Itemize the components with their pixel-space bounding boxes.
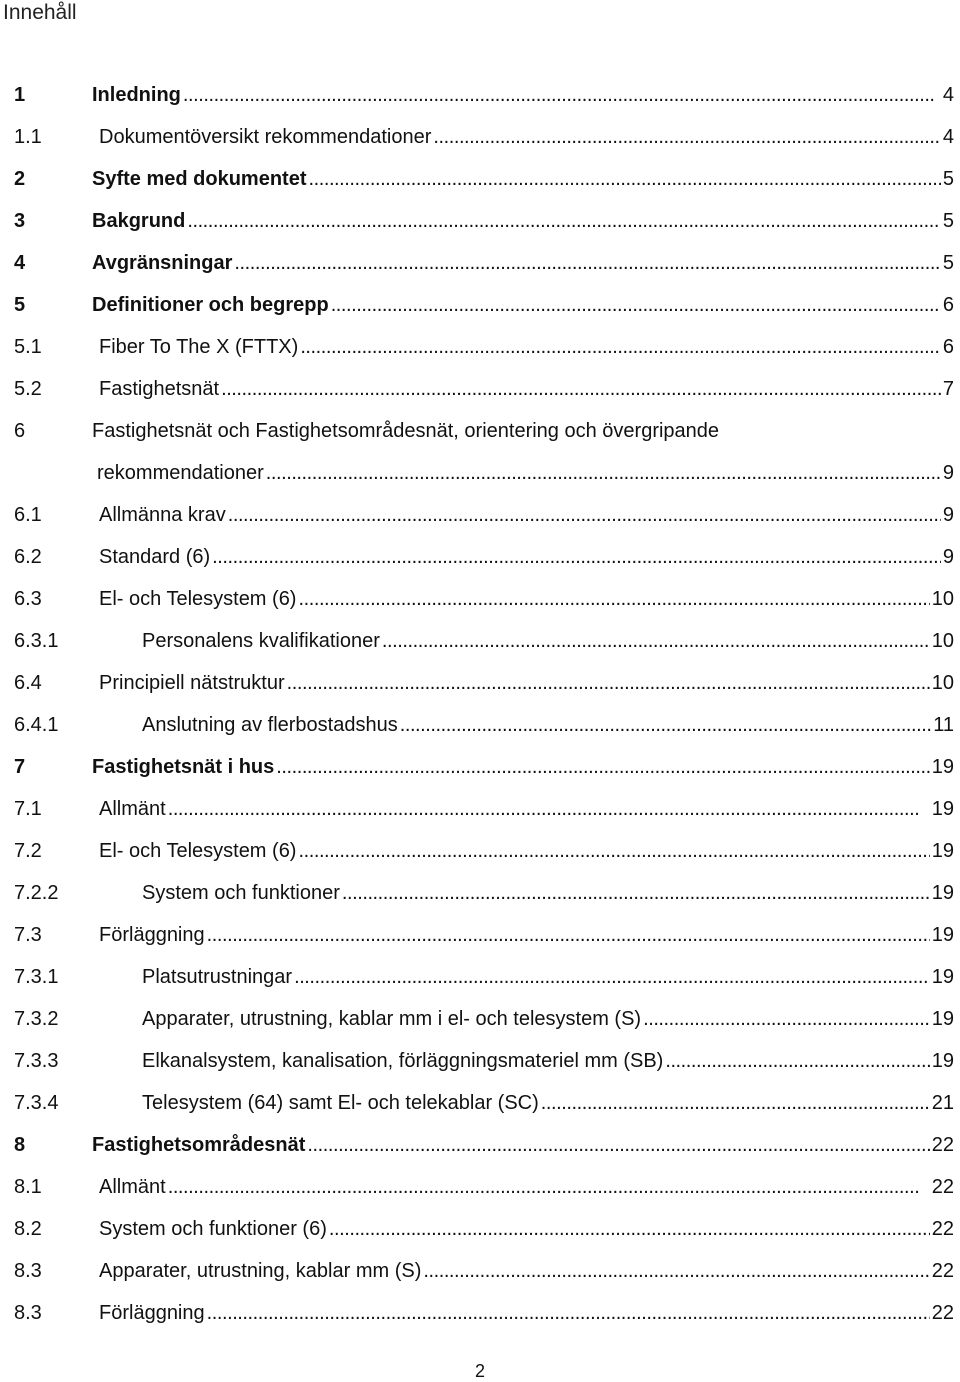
toc-entry-number: 1 bbox=[14, 84, 26, 106]
dot-leader bbox=[665, 1046, 929, 1076]
toc-entry-number: 5 bbox=[14, 294, 26, 316]
toc-entry-title: Fastighetsområdesnät bbox=[92, 1134, 306, 1156]
toc-entry-number: 6.4 bbox=[14, 672, 42, 694]
toc-entry-number: 2 bbox=[14, 168, 26, 190]
toc-entry-number: 7.2 bbox=[14, 840, 42, 862]
toc-entry-number: 7.3.1 bbox=[14, 966, 59, 988]
toc-entry-title-continued: rekommendationer bbox=[97, 462, 264, 484]
toc-entry-page: 19 bbox=[931, 798, 954, 820]
toc-entry-title: Allmänt bbox=[99, 798, 166, 820]
dot-leader bbox=[234, 248, 940, 278]
dot-leader bbox=[298, 836, 929, 866]
dot-leader bbox=[400, 710, 932, 740]
toc-entry-page: 10 bbox=[931, 588, 954, 610]
toc-entry-number: 8.3 bbox=[14, 1302, 42, 1324]
toc-entry-title: Personalens kvalifikationer bbox=[142, 630, 380, 652]
toc-entry[interactable] bbox=[14, 836, 954, 866]
toc-entry[interactable] bbox=[14, 668, 954, 698]
toc-entry-page: 19 bbox=[931, 840, 954, 862]
toc-entry-title: Syfte med dokumentet bbox=[92, 168, 307, 190]
dot-leader bbox=[329, 1214, 930, 1244]
toc-entry-page: 19 bbox=[931, 966, 954, 988]
toc-entry-page: 9 bbox=[942, 504, 954, 526]
toc-entry[interactable] bbox=[14, 542, 954, 572]
toc-entry-title: Standard (6) bbox=[99, 546, 211, 568]
toc-entry[interactable] bbox=[14, 1214, 954, 1244]
dot-leader bbox=[168, 794, 930, 824]
toc-entry-number: 1.1 bbox=[14, 126, 42, 148]
toc-entry-page: 10 bbox=[931, 630, 954, 652]
toc-entry-title: Allmänna krav bbox=[99, 504, 226, 526]
toc-entry-title: Platsutrustningar bbox=[142, 966, 293, 988]
dot-leader bbox=[168, 1172, 930, 1202]
toc-entry-number: 8.1 bbox=[14, 1176, 42, 1198]
dot-leader bbox=[342, 878, 930, 908]
toc-entry[interactable] bbox=[14, 878, 954, 908]
toc-entry-number: 6.4.1 bbox=[14, 714, 59, 736]
toc-entry-page: 22 bbox=[931, 1176, 954, 1198]
dot-leader bbox=[276, 752, 930, 782]
toc-entry-number: 8.2 bbox=[14, 1218, 42, 1240]
toc-entry-page: 6 bbox=[942, 294, 954, 316]
toc-entry[interactable] bbox=[14, 1256, 954, 1286]
toc-entry[interactable] bbox=[14, 752, 954, 782]
toc-entry-page: 11 bbox=[933, 714, 954, 736]
toc-heading: Innehåll bbox=[3, 1, 77, 24]
toc-entry[interactable] bbox=[14, 80, 954, 110]
toc-entry-continuation[interactable] bbox=[97, 458, 954, 488]
toc-entry[interactable] bbox=[14, 1046, 954, 1076]
toc-entry[interactable] bbox=[14, 1088, 954, 1118]
dot-leader bbox=[423, 1256, 929, 1286]
toc-entry-page: 6 bbox=[942, 336, 954, 358]
dot-leader bbox=[221, 374, 941, 404]
toc-entry-number: 5.1 bbox=[14, 336, 42, 358]
dot-leader bbox=[207, 920, 930, 950]
toc-entry-title: Bakgrund bbox=[92, 210, 186, 232]
page-number: 2 bbox=[474, 1361, 485, 1381]
toc-entry-page: 9 bbox=[942, 546, 954, 568]
toc-entry-number: 4 bbox=[14, 252, 26, 274]
toc-entry-title: Apparater, utrustning, kablar mm i el- och telesystem (S) bbox=[142, 1008, 642, 1030]
dot-leader bbox=[266, 458, 941, 488]
toc-entry-title: Förläggning bbox=[99, 1302, 205, 1324]
toc-entry-page: 9 bbox=[942, 462, 954, 484]
toc-entry-number: 7.3.2 bbox=[14, 1008, 59, 1030]
toc-entry-title: Elkanalsystem, kanalisation, förläggningsmateriel mm (SB) bbox=[142, 1050, 664, 1072]
toc-entry[interactable] bbox=[14, 374, 954, 404]
toc-entry-number: 3 bbox=[14, 210, 26, 232]
toc-entry-title: Fastighetsnät bbox=[99, 378, 220, 400]
toc-entry-page: 19 bbox=[931, 924, 954, 946]
toc-entry-title: Definitioner och begrepp bbox=[92, 294, 329, 316]
toc-entry-page: 4 bbox=[942, 84, 954, 106]
toc-entry[interactable] bbox=[14, 122, 954, 152]
toc-entry-page: 19 bbox=[931, 1008, 954, 1030]
dot-leader bbox=[287, 668, 930, 698]
toc-entry-page: 19 bbox=[931, 756, 954, 778]
toc-entry-page: 5 bbox=[942, 168, 954, 190]
toc-entry-number: 6.1 bbox=[14, 504, 42, 526]
toc-entry-page: 22 bbox=[931, 1218, 954, 1240]
toc-entry-page: 22 bbox=[931, 1134, 954, 1156]
toc-entry[interactable] bbox=[14, 290, 954, 320]
toc-entry-number: 5.2 bbox=[14, 378, 42, 400]
dot-leader bbox=[183, 80, 941, 110]
toc-entry-title: Förläggning bbox=[99, 924, 205, 946]
toc-entry-page: 5 bbox=[942, 252, 954, 274]
dot-leader bbox=[308, 164, 940, 194]
dot-leader bbox=[382, 626, 930, 656]
dot-leader bbox=[298, 584, 929, 614]
toc-entry-title: Fiber To The X (FTTX) bbox=[99, 336, 299, 358]
toc-entry-page: 19 bbox=[931, 882, 954, 904]
toc-entry-title: System och funktioner (6) bbox=[99, 1218, 327, 1240]
dot-leader bbox=[187, 206, 941, 236]
toc-entry-title: El- och Telesystem (6) bbox=[99, 840, 297, 862]
dot-leader bbox=[433, 122, 941, 152]
dot-leader bbox=[228, 500, 941, 530]
dot-leader bbox=[331, 290, 941, 320]
toc-entry-number: 8 bbox=[14, 1134, 26, 1156]
dot-leader bbox=[300, 332, 941, 362]
toc-entry-number: 7 bbox=[14, 756, 26, 778]
toc-entry-page: 22 bbox=[931, 1302, 954, 1324]
toc-entry[interactable] bbox=[14, 1172, 954, 1202]
toc-entry[interactable] bbox=[14, 248, 954, 278]
toc-entry-title: Inledning bbox=[92, 84, 181, 106]
toc-entry[interactable] bbox=[14, 164, 954, 194]
toc-entry[interactable] bbox=[14, 500, 954, 530]
toc-entry[interactable] bbox=[14, 710, 954, 740]
toc-entry-title: Avgränsningar bbox=[92, 252, 233, 274]
toc-entry[interactable] bbox=[14, 962, 954, 992]
toc-entry[interactable] bbox=[14, 584, 954, 614]
toc-entry-page: 19 bbox=[931, 1050, 954, 1072]
dot-leader bbox=[307, 1130, 929, 1160]
toc-entry-title: Fastighetsnät i hus bbox=[92, 756, 275, 778]
toc-entry-title: Apparater, utrustning, kablar mm (S) bbox=[99, 1260, 422, 1282]
toc-entry-title: Anslutning av flerbostadshus bbox=[142, 714, 398, 736]
toc-entry-number: 6 bbox=[14, 420, 26, 442]
toc-entry-title: Principiell nätstruktur bbox=[99, 672, 285, 694]
toc-entry-title: Dokumentöversikt rekommendationer bbox=[99, 126, 432, 148]
toc-entry-page: 4 bbox=[942, 126, 954, 148]
toc-entry-number: 7.2.2 bbox=[14, 882, 59, 904]
toc-entry[interactable] bbox=[14, 206, 954, 236]
toc-entry[interactable] bbox=[14, 1130, 954, 1160]
toc-entry-page: 21 bbox=[931, 1092, 954, 1114]
toc-entry[interactable] bbox=[14, 626, 954, 656]
toc-entry-number: 7.1 bbox=[14, 798, 42, 820]
toc-entry-title: Allmänt bbox=[99, 1176, 166, 1198]
toc-entry-page: 22 bbox=[931, 1260, 954, 1282]
toc-entry-number: 7.3.4 bbox=[14, 1092, 59, 1114]
toc-entry-number: 6.3.1 bbox=[14, 630, 59, 652]
toc-entry-page: 10 bbox=[931, 672, 954, 694]
toc-entry-title: El- och Telesystem (6) bbox=[99, 588, 297, 610]
toc-entry-page: 7 bbox=[942, 378, 954, 400]
toc-entry[interactable] bbox=[14, 332, 954, 362]
dot-leader bbox=[207, 1298, 930, 1328]
toc-entry-title: System och funktioner bbox=[142, 882, 340, 904]
toc-entry-title: Telesystem (64) samt El- och telekablar (SC) bbox=[142, 1092, 539, 1114]
toc-entry-page: 5 bbox=[942, 210, 954, 232]
dot-leader bbox=[643, 1004, 930, 1034]
toc-entry-number: 6.3 bbox=[14, 588, 42, 610]
toc-entry[interactable] bbox=[14, 794, 954, 824]
toc-entry-number: 6.2 bbox=[14, 546, 42, 568]
toc-entry-number: 7.3.3 bbox=[14, 1050, 59, 1072]
toc-entry-title: Fastighetsnät och Fastighetsområdesnät, orientering och övergripande bbox=[92, 420, 720, 442]
toc-entry[interactable] bbox=[14, 920, 954, 950]
toc-entry[interactable] bbox=[14, 1298, 954, 1328]
dot-leader bbox=[541, 1088, 930, 1118]
toc-entry[interactable] bbox=[14, 416, 954, 446]
toc-entry[interactable] bbox=[14, 1004, 954, 1034]
toc-entry-number: 8.3 bbox=[14, 1260, 42, 1282]
toc-entry-number: 7.3 bbox=[14, 924, 42, 946]
dot-leader bbox=[212, 542, 941, 572]
dot-leader bbox=[294, 962, 930, 992]
